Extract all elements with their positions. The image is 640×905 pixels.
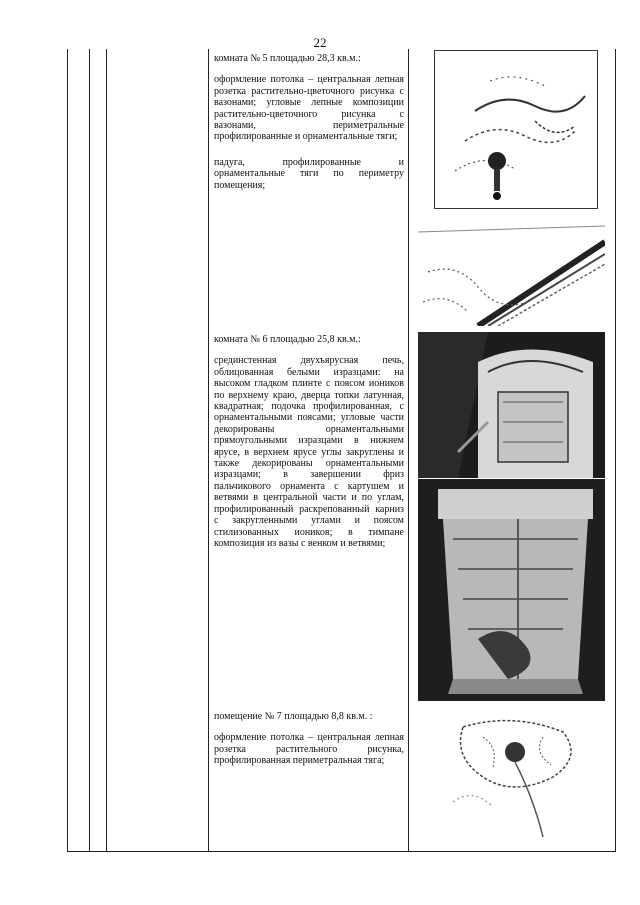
table-border-bottom <box>67 851 616 852</box>
room-5-description <box>214 53 404 201</box>
cornice-detail-photo <box>418 212 605 326</box>
column-divider <box>89 49 90 852</box>
stove-upper-photo <box>418 332 605 478</box>
room-6-stove-text: срединстенная двухъярусная печь, облицованная белыми изразцами: на высоком гладком плинте с поясом иоников по верхнему краю, дверца топки латунная, квадратная; подочка профилированная, с орнаментальными поясами; угловые части декорированы орнаментальными прямоугольными изразцами в нижнем ярусе, в верхнем ярусе углы закруглены и также декорированы орнаментальными изразцами; в завершении фриз пальчикового орнамента с картушем и ветвями в центральной части и по углам, профилированный раскрепованный карниз с закругленными углами и поясом стилизованных иоников; в тимпане композиция из вазы с венком и ветвями; <box>214 355 404 549</box>
column-divider <box>408 49 409 852</box>
room-7-rosette-photo <box>433 707 603 848</box>
table-border-left <box>67 49 68 852</box>
room-6-heading: комната № 6 площадью 25,8 кв.м.: <box>214 334 361 345</box>
ceiling-rosette-photo <box>434 50 598 209</box>
room-5-ceiling-text: оформление потолка – центральная лепная розетка растительно-цветочного рисунка с вазонами; угловые лепные композиции растительно-цветочного рисунка с вазонами, периметральные профилированные и орнаментальные тяги; <box>214 74 404 143</box>
room-5-heading: комната № 5 площадью 28,3 кв.м.: <box>214 53 361 64</box>
room-5-cove-text: падуга, профилированные и орнаментальные тяги по периметру помещения; <box>214 156 404 191</box>
stove-lower-photo <box>418 479 605 701</box>
room-7-ceiling-text: оформление потолка – центральная лепная розетка растительного рисунка, профилированная периметральная тяга; <box>214 732 404 767</box>
room-6-description <box>214 334 404 559</box>
room-7-heading: помещение № 7 площадью 8,8 кв.м. : <box>214 711 373 722</box>
column-divider <box>106 49 107 852</box>
table-border-right <box>615 49 616 852</box>
column-divider <box>208 49 209 852</box>
page-number: 22 <box>313 35 327 50</box>
room-7-description <box>214 711 404 777</box>
